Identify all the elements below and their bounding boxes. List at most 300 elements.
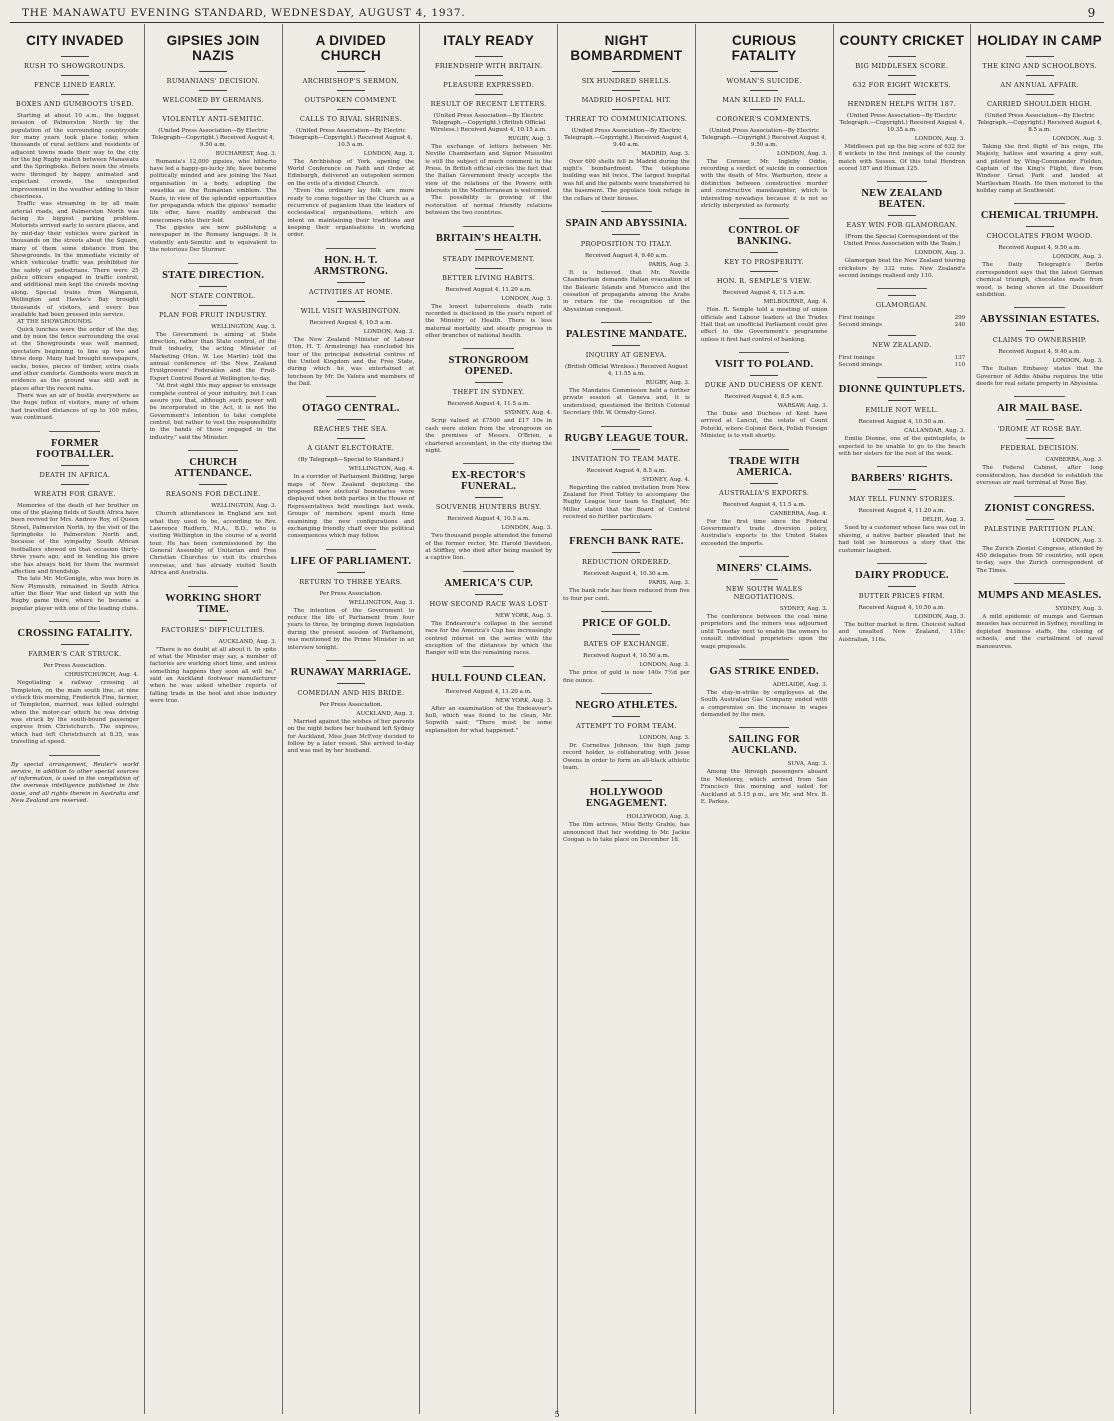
article-divider	[601, 611, 652, 612]
score-label: Second innings	[838, 361, 882, 368]
article-divider	[326, 248, 377, 249]
article-working-short-time	[150, 593, 277, 706]
dateline: LONDON, Aug. 3.	[1052, 537, 1103, 544]
headline: DAIRY PRODUCE.	[855, 569, 949, 581]
article-divider	[601, 426, 652, 427]
credit-line: (United Press Association—By Electric Telegraph.—Copyright.) Received August 4, 9.40 a.m.	[564, 127, 689, 148]
subheading: WREATH FOR GRAVE.	[11, 484, 139, 498]
article-french-bank-rate	[563, 536, 690, 603]
credit-line: Received August 4, 9.50 a.m.	[998, 245, 1082, 252]
article-paragraph: Taking the first flight of his reign, His Majesty, hatless and wearing a grey suit, and piloted by Wing-Commander Fielden, Captain of the King's Flight, flew from Windsor Great Park and landed at Martlesham Heath. He then motored to the holiday camp at Southwold.	[976, 143, 1103, 195]
article-divider	[463, 226, 514, 227]
subheading: CORONER'S COMMENTS.	[701, 109, 828, 123]
dateline: LONDON, Aug. 3.	[363, 150, 415, 157]
headline: NIGHT BOMBARDMENT	[570, 33, 683, 63]
headline: NEW ZEALAND BEATEN.	[861, 188, 943, 211]
dateline: LONDON, Aug. 3.	[777, 150, 828, 157]
subheading: BIG MIDDLESEX SCORE.	[839, 56, 966, 70]
subheading: FENCE LINED EARLY.	[11, 75, 139, 89]
column-8	[970, 24, 1108, 1414]
dateline: SYDNEY, Aug. 4.	[642, 476, 690, 483]
score-row	[839, 355, 966, 362]
subheading: ATTEMPT TO FORM TEAM.	[563, 716, 690, 730]
article-divider	[877, 377, 928, 378]
headline: FORMER FOOTBALLER.	[35, 437, 114, 460]
credit-line: Received August 4, 11.20 a.m.	[445, 286, 532, 293]
article-mumps-and-measles	[976, 590, 1103, 651]
article-divider	[463, 463, 514, 464]
credit-line: Received August 4, 10.30 a.m.	[583, 571, 670, 578]
score-row	[839, 362, 966, 369]
article-paragraph: Regarding the cabled invitation from New Zealand for Fred Tottey to accompany the Rugby League tour team to England, Mr. Miller stated that the Board of Control received no further particulars.	[563, 484, 690, 521]
subheading: THREAT TO COMMUNICATIONS.	[563, 109, 690, 123]
headline: AIR MAIL BASE.	[996, 403, 1083, 415]
article-paragraph: The Mandates Commission held a further private session at Geneva and, it is understood, questioned the British Colonial Secretary (Mr. W. Ormsby-Gore).	[563, 388, 690, 417]
headline: A DIVIDED CHURCH	[315, 33, 387, 63]
article-former-footballer	[11, 438, 139, 614]
article-paragraph: The lowest tuberculosis death rate recorded is disclosed in the year's report of the Ministry of Health. There is less maternal mortality and steady progress in other branches of national health.	[425, 303, 552, 340]
dateline: CANBERRA, Aug. 3.	[1045, 457, 1103, 464]
subheading: A GIANT ELECTORATE.	[288, 438, 415, 452]
subheading: RUMANIANS' DECISION.	[150, 71, 277, 85]
score-value: 299	[954, 315, 966, 322]
article-hon-h-t-armstrong	[288, 255, 415, 389]
subheading: AN ANNUAL AFFAIR.	[976, 75, 1103, 89]
article-holiday-in-camp	[976, 34, 1103, 195]
dateline: MELBOURNE, Aug. 4.	[763, 299, 828, 306]
credit-line: Per Press Association.	[319, 701, 383, 708]
subheading: HOW SECOND RACE WAS LOST	[425, 594, 552, 608]
article-a-divided-church	[288, 34, 415, 240]
article-paragraph: Quick lunches were the order of the day, and by noon the fence surrounding the oval at the Showgrounds was well manned, spectators beginning to line up two and three deep. Many had brought newspapers, sacks, boxes, pieces of timber, extra coats and other comforts. Gumboots were much in evidence as the ground was still soft in places after the recent rains.	[11, 326, 139, 392]
dateline: LONDON, Aug. 3.	[1052, 254, 1103, 261]
article-paragraph: Middlesex put up the big score of 632 for 8 wickets in the first innings of the county match with Sussex. Of this total Hendren scored 187 and Human 125.	[838, 143, 966, 172]
dateline: LONDON, Aug. 3.	[639, 734, 690, 741]
article-paragraph: "Even the ordinary lay folk are more ready to come together in the Church as a recurrence of paganism than the leaders of ecclesiastical organisations, which are intent on maintaining their traditions and keeping their organisations in working order.	[287, 188, 415, 239]
article-divider	[49, 621, 100, 622]
dateline: AUCKLAND, Aug. 3.	[218, 638, 277, 645]
credit-line: Received August 4, 11.20 a.m.	[858, 508, 946, 515]
subheading: HON. R. SEMPLE'S VIEW.	[701, 271, 828, 285]
headline: CONTROL OF BANKING.	[728, 225, 800, 248]
headline: HON. H. T. ARMSTRONG.	[313, 254, 388, 277]
dateline: DELHI, Aug. 3.	[922, 517, 966, 524]
article-paragraph: The gipsies are now publishing a newspaper in the Romany language. It is violently anti-Semitic and is equivalent to the notorious Der Sturmer.	[149, 225, 277, 254]
subheading: INVITATION TO TEAM MATE.	[563, 449, 690, 463]
article-divider	[463, 666, 514, 667]
article-paragraph: The Daily Telegraph's Berlin correspondent says that the latest German chemical triumph, chocolates made from wood, is being shown at the Dusseldorf exhibition.	[976, 262, 1103, 298]
subheading: PLEASURE EXPRESSED.	[425, 75, 552, 89]
subheading: MAY TELL FUNNY STORIES.	[839, 489, 966, 503]
article-paragraph: "There is no doubt at all about it. In spite of what the Minister may say, a number of factories are working short time, and unless something happens they soon all will be," said an Auckland footwear manufacturer when he was asked whether reports of falling trade in the boot and shoe industry were true.	[149, 646, 277, 705]
score-table-title: NEW ZEALAND.	[839, 335, 966, 350]
article-divider	[463, 348, 514, 349]
article-divider	[49, 755, 100, 756]
credit-line: (By Telegraph—Special to Standard.)	[298, 457, 404, 464]
article-chemical-triumph	[976, 210, 1103, 299]
article-miners-claims	[701, 563, 828, 651]
article-paragraph: Starting at about 10 a.m., the biggest invasion of Palmerston North by the population of the surrounding countryside for many years took place today, when thousands of rural settlers and residents of adjacent towns made their way to the city for the big Rugby match between Manawatu and the Springboks. Before noon the streets were thronged by happy, animated and expectant crowds, the unexpected improvement in the weather adding to their cheeriness.	[11, 112, 139, 200]
subheading: REDUCTION ORDERED.	[563, 552, 690, 566]
subheading: EMILIE NOT WELL.	[839, 400, 966, 414]
article-block	[11, 762, 139, 806]
column-1	[6, 24, 144, 1414]
article-paragraph: Two thousand people attended the funeral of the former rector, Mr. Harold Davidson, at Stiffkey, who died after being mauled by a captive lion.	[425, 533, 552, 562]
article-paragraph: Traffic was streaming in by all main arterial roads, and Palmerston North was facing its biggest parking problem. Motorists arrived early to secure places, and by mid-day their vehicles were parked in thousands on the streets about the Square, many of them some distance from the Showgrounds. In the immediate vicinity of which vehicular traffic was prohibited for the safety of pedestrians. There were 25 police officers engaged in traffic control, and additional men kept the crowds moving along. Special trains from Wanganui, Wellington and Hawke's Bay brought thousands of visitors, and every bus available had been pressed into service.	[11, 201, 139, 318]
article-paragraph: Among the through passengers aboard the Monterey, which arrived from San Francisco this morning and sailed for Auckland at 5.15 p.m., are Mr. and Mrs. B. E. Parkes.	[700, 769, 828, 805]
headline: CURIOUS FATALITY	[731, 33, 797, 63]
score-value: 110	[954, 361, 966, 368]
subheading: MAN KILLED IN FALL.	[701, 90, 828, 104]
dateline: HOLLYWOOD, Aug. 3.	[626, 814, 690, 821]
article-zionist-congress	[976, 503, 1103, 576]
subheading: THE KING AND SCHOOLBOYS.	[976, 56, 1103, 70]
article-divider	[1014, 307, 1065, 308]
score-row	[839, 322, 966, 329]
article-church-attendance	[150, 457, 277, 577]
subheading: KEY TO PROSPERITY.	[701, 252, 828, 266]
article-paragraph: Over 600 shells fell in Madrid during the night's bombardment. The telephone building was hit twice. The largest hospital was hit and the patients were transferred to the basement. The populace took refuge in the cellars of their houses.	[563, 158, 690, 202]
article-paragraph: The Duke and Duchess of Kent have arrived at Lancut, the estate of Count Potocki, where Colonel Beck, Polish Foreign Minister, is to visit shortly.	[700, 411, 828, 440]
credit-line: (United Press Association—By Electric Telegraph—Copyright.) Received August 4, 10.5 a.m.	[289, 127, 413, 148]
article-divider	[877, 288, 928, 289]
article-hull-found-clean	[425, 673, 552, 735]
article-divider	[601, 322, 652, 323]
column-6	[695, 24, 833, 1414]
score-value: 137	[954, 354, 966, 361]
article-paragraph: Glamorgan beat the New Zealand touring cricketers by 332 runs. New Zealand's second innings realised only 110.	[838, 258, 966, 280]
article-america-s-cup	[425, 578, 552, 658]
article-paragraph: The Archbishop of York, opening the World Conference on Faith and Order at Edinburgh, delivered an outspoken sermon on the evils of a divided Church.	[287, 158, 415, 187]
headline: STATE DIRECTION.	[162, 269, 265, 281]
credit-line: Received August 4, 11.5 a.m.	[447, 401, 531, 408]
article-paragraph: The price of gold is now 140s 7½d per fine ounce.	[563, 670, 690, 684]
article-divider	[326, 396, 377, 397]
subheading: FEDERAL DECISION.	[976, 438, 1103, 452]
article-divider	[463, 571, 514, 572]
article-paragraph: The Endeavour's collapse in the second race for the America's Cup has increasingly centred interest on the series with the exception of the distances by which the Ranger will win the remaining races.	[425, 620, 552, 657]
article-paragraph: Married against the wishes of her parents on the night before her husband left Sydney for Auckland, Miss Joan McEvoy decided to follow by a later vessel. She arrived to-day and was met by her husband.	[287, 718, 415, 755]
subheading: RUSH TO SHOWGROUNDS.	[11, 56, 139, 70]
article-divider	[739, 218, 790, 219]
article-paragraph: It is believed that Mr. Neville Chamberlain demands Italian evacuation of the Balearic Islands and Morocco and the cessation of propaganda among the Arabs in return for the recognition of the Abyssinian conquest.	[563, 269, 690, 313]
article-paragraph: The butter market is firm. Choicest salted and unsalted New Zealand, 118s; Australian, 116s.	[838, 621, 966, 643]
article-divider	[1014, 396, 1065, 397]
article-paragraph: After an examination of the Endeavour's hull, which was found to be clean, Mr. Sopwith said: "There must be some explanation for what happened."	[425, 705, 552, 734]
headline: BARBERS' RIGHTS.	[850, 473, 953, 485]
article-price-of-gold	[563, 618, 690, 685]
article-paragraph: For the first time since the Federal Government's trade diversion policy, Australia's exports to the United States exceeded the imports.	[700, 518, 828, 547]
headline: HULL FOUND CLEAN.	[431, 672, 546, 684]
article-paragraph: A mild epidemic of mumps and German measles has occurred in Sydney, resulting in depleted business staffs, the closing of schools, and the curtailment of naval manoeuvres.	[976, 614, 1103, 650]
subheading: MADRID HOSPITAL HIT.	[563, 90, 690, 104]
article-paragraph: AT THE SHOWGROUNDS.	[17, 319, 93, 326]
score-label: First innings	[838, 315, 875, 322]
article-runaway-marriage	[288, 667, 415, 756]
article-paragraph: The stay-in-strike by employees at the South Australian Gas Company ended with a compromise on the increase in wages demanded by the men.	[700, 689, 828, 719]
article-divider	[188, 450, 239, 451]
subheading: OUTSPOKEN COMMENT.	[288, 90, 415, 104]
headline: ABYSSINIAN ESTATES.	[979, 314, 1100, 326]
headline: NEGRO ATHLETES.	[575, 699, 678, 711]
dateline: NEW YORK, Aug. 3.	[495, 697, 552, 704]
credit-line: Received August 4, 11.5 a.m.	[722, 501, 806, 508]
subheading: RATES OF EXCHANGE.	[563, 634, 690, 648]
headline: SPAIN AND ABYSSINIA.	[565, 217, 688, 229]
article-city-invaded	[11, 34, 139, 423]
dateline: RUGBY, Aug. 3.	[507, 135, 552, 142]
article-dairy-produce	[839, 570, 966, 644]
dateline: SYDNEY, Aug. 3.	[779, 606, 828, 613]
article-paragraph: There was an air of bustle everywhere as the huge influx of visitors, many of whom had travelled distances of up to 100 miles, was continued.	[11, 393, 139, 422]
headline: CHURCH ATTENDANCE.	[174, 457, 252, 480]
article-abyssinian-estates	[976, 314, 1103, 388]
article-paragraph: Church attendances in England are not what they used to be, according to Rev. Lawrence Redfern, M.A., B.D., who is visiting Wellington in the course of a world tour. He has been commissioned by the General Assembly of Unitarian and Free Christian Churches to visit its churches overseas, and has already visited South Africa and Australia.	[149, 511, 277, 577]
article-new-zealand-beaten	[839, 188, 966, 280]
article-paragraph: Emilie Dionne, one of the quintuplets, is expected to be unable to go to the beach with her sisters for the rest of the week.	[838, 436, 966, 458]
article-paragraph: The bank rate has been reduced from five to four per cent.	[563, 588, 690, 602]
dateline: SUVA, Aug. 3.	[787, 761, 828, 768]
masthead-title: THE MANAWATU EVENING STANDARD, WEDNESDAY, AUGUST 4, 1937.	[22, 7, 466, 19]
dateline: LONDON, Aug. 3.	[639, 662, 690, 669]
subheading: ARCHBISHOP'S SERMON.	[288, 71, 415, 85]
credit-line: Received August 4, 9.40 a.m.	[998, 349, 1082, 356]
subheading: WILL VISIT WASHINGTON.	[288, 301, 415, 315]
article-paragraph: The Italian Embassy states that the Governor of Addis Ababa requires the title deeds for real estate property in Abyssinia.	[976, 366, 1103, 388]
article-divider	[49, 431, 100, 432]
headline: PALESTINE MANDATE.	[565, 329, 687, 341]
score-label: First innings	[838, 354, 875, 361]
dateline: ADELAIDE, Aug. 3.	[772, 681, 828, 688]
headline: CHEMICAL TRIUMPH.	[980, 210, 1099, 222]
headline: DIONNE QUINTUPLETS.	[838, 384, 966, 396]
headline: TRADE WITH AMERICA.	[728, 455, 800, 478]
article-paragraph: Rumania's 12,000 gipsies, who hitherto have led a happy-go-lucky life, have become politically minded and are joining the Nazi organisation in a body, adopting the swastika as the Rumanian emblem. The Nazis, in view of the splendid opportunities for propaganda which the gipsies' nomadic life offer, have readily embraced the newcomers into their fold.	[149, 158, 277, 224]
subheading: RESULT OF RECENT LETTERS.	[425, 94, 552, 108]
headline: WORKING SHORT TIME.	[165, 592, 262, 615]
column-4	[419, 24, 557, 1414]
headline: ITALY READY	[443, 33, 535, 48]
article-air-mail-base	[976, 403, 1103, 487]
subheading: HENDREN HELPS WITH 187.	[839, 94, 966, 108]
article-divider	[739, 727, 790, 728]
article-divider	[877, 181, 928, 182]
article-paragraph: The Government is aiming at State direction, rather than State control, of the fruit industry, the acting Minister of Marketing (Hon. W. Lee Martin) told the annual conference of the New Zealand Fruitgrowers' Federation and the Fruit-Export Control Board at Wellington to-day.	[149, 331, 277, 382]
article-divider	[1014, 583, 1065, 584]
page-footer-mark: 5	[554, 1410, 560, 1419]
dateline: LONDON, Aug. 3.	[914, 250, 966, 257]
dateline: CHRISTCHURCH, Aug. 4.	[64, 672, 139, 679]
headline: HOLLYWOOD ENGAGEMENT.	[585, 787, 667, 810]
article-visit-to-poland	[701, 359, 828, 440]
article-rugby-league-tour	[563, 433, 690, 522]
dateline: RUGBY, Aug. 3.	[645, 380, 690, 387]
dateline: BUCHAREST, Aug. 3.	[215, 150, 277, 157]
article-divider	[739, 449, 790, 450]
credit-line: Received August 4, 11.5 a.m.	[722, 290, 806, 297]
subheading: 'DROME AT ROSE BAY.	[976, 419, 1103, 433]
headline: MUMPS AND MEASLES.	[977, 590, 1102, 602]
article-hollywood-engagement	[563, 787, 690, 844]
credit-line: (United Press Association—By Electric Telegraph.—Copyright.) (British Official Wireless.) Received August 4, 10.15 a.m.	[430, 112, 547, 133]
article-paragraph: Sued by a customer whose face was cut in shaving, a native barber pleaded that he had told so humorous a story that the customer laughed.	[838, 525, 966, 554]
article-divider	[1014, 496, 1065, 497]
headline: RUNAWAY MARRIAGE.	[290, 666, 412, 678]
article-dionne-quintuplets	[839, 384, 966, 458]
headline: AMERICA'S CUP.	[444, 577, 533, 589]
headline: LIFE OF PARLIAMENT.	[290, 555, 412, 567]
headline: VISIT TO POLAND.	[714, 359, 814, 371]
article-paragraph: The late Mr. McGonigle, who was born in New Plymouth, remained in South Africa after the Boer War and linked up with the Rugby game there, where he became a popular player with one of the leading clubs.	[11, 576, 139, 612]
credit-line: (From the Special Correspondent of the United Press Association with the Team.)	[843, 234, 961, 248]
credit-line: Received August 4, 10.50 a.m.	[858, 419, 946, 426]
headline: FRENCH BANK RATE.	[569, 536, 684, 548]
article-divider	[877, 563, 928, 564]
article-paragraph: The possibility is growing of the restoration of normal friendly relations between the two countries.	[425, 195, 552, 217]
credit-line: Per Press Association.	[319, 590, 383, 597]
article-divider	[601, 780, 652, 781]
article-britain-s-health	[425, 233, 552, 341]
article-paragraph: The film actress, Miss Betty Grable, has announced that her wedding to Mr. Jackie Coogan is to take place on December 18.	[563, 822, 690, 844]
article-paragraph: The Coroner, Mr. Ingleby Oddie, recording a verdict of suicide in connection with the death of Mrs. Warburton, drew a distinction between constructive murder and constructive manslaughter, which is interesting nowadays because it is not so strictly interpreted as formerly.	[700, 158, 828, 209]
article-gas-strike-ended	[701, 666, 828, 720]
dateline: WELLINGTON, Aug. 3.	[211, 503, 277, 510]
article-divider	[739, 659, 790, 660]
subheading: SOUVENIR HUNTERS BUSY.	[425, 497, 552, 511]
dateline: WELLINGTON, Aug. 3.	[348, 599, 415, 606]
article-paragraph: The exchange of letters between Mr. Neville Chamberlain and Signor Mussolini is still the subject of much comment in the Press. In British official circles the fact that the Italian Government freely accepts the view of the relations of the Powers with interests in the Mediterranean is welcomed.	[425, 143, 552, 195]
subheading: 632 FOR EIGHT WICKETS.	[839, 75, 966, 89]
article-trade-with-america	[701, 456, 828, 548]
subheading: WELCOMED BY GERMANS.	[150, 90, 277, 104]
dateline: LONDON, Aug. 3.	[501, 295, 552, 302]
article-control-of-banking	[701, 225, 828, 344]
article-paragraph: The New Zealand Minister of Labour (Hon. H. T. Armstrong) has concluded his tour of the principal industrial centres of the United Kingdom and the Free State, during which he was entertained at luncheon by Mr. De Valera and members of the Dail.	[287, 336, 415, 387]
column-2	[144, 24, 282, 1414]
article-divider	[326, 660, 377, 661]
subheading: CALLS TO RIVAL SHRINES.	[288, 109, 415, 123]
dateline: MADRID, Aug. 3.	[641, 150, 690, 157]
dateline: CANBERRA, Aug. 4.	[769, 510, 828, 517]
credit-line: Received August 4, 10.5 a.m.	[309, 319, 393, 326]
article-divider	[601, 529, 652, 530]
dateline: PARIS, Aug. 3.	[648, 261, 690, 268]
page-number: 9	[1087, 6, 1096, 20]
credit-line: (United Press Association—By Electric Telegraph—Copyright.) Received August 4, 9.50 a.m.	[151, 127, 275, 148]
headline: CITY INVADED	[26, 33, 124, 48]
headline: MINERS' CLAIMS.	[716, 563, 812, 575]
credit-line: (British Official Wireless.) Received August 4, 11.55 a.m.	[565, 364, 688, 378]
dateline: WELLINGTON, Aug. 3.	[211, 323, 277, 330]
subheading: WOMAN'S SUICIDE.	[701, 71, 828, 85]
subheading: BUTTER PRICES FIRM.	[839, 586, 966, 600]
article-paragraph: Dr. Cornelius Johnson, the high jump record holder, is collaborating with Jesse Owens in order to form an all-black athletic team.	[563, 742, 690, 772]
masthead	[0, 0, 1114, 22]
subheading: DEATH IN AFRICA.	[11, 465, 139, 479]
credit-line: Received August 4, 8.5 a.m.	[586, 467, 667, 474]
article-barbers-rights	[839, 473, 966, 554]
article-divider	[739, 352, 790, 353]
subheading: NEW SOUTH WALES NEGOTIATIONS.	[701, 579, 828, 601]
article-paragraph: The conference between the coal mine proprietors and the miners was adjourned until Tuesday next to enable the owners to consult individual proprietors upon the wage proposals.	[700, 614, 828, 650]
score-row	[839, 315, 966, 322]
column-5	[557, 24, 695, 1414]
subheading: FRIENDSHIP WITH BRITAIN.	[425, 56, 552, 70]
dateline: AUCKLAND, Aug. 3.	[356, 710, 415, 717]
article-gipsies-join-nazis	[150, 34, 277, 255]
dateline: CALLANDAR, Aug. 3.	[904, 428, 966, 435]
column-7	[833, 24, 971, 1414]
subheading: EASY WIN FOR GLAMORGAN.	[839, 215, 966, 229]
credit-line: Received August 4, 11.20 a.m.	[445, 688, 532, 695]
article-state-direction	[150, 270, 277, 443]
credit-line: Received August 4, 9.40 a.m.	[584, 252, 668, 259]
credit-line: (United Press Association—By Electric Telegraph.—Copyright.) Received August 4, 10.35 a.m.	[839, 112, 965, 133]
credit-line: Received August 4, 10.5 a.m.	[447, 516, 531, 523]
dateline: LONDON, Aug. 3.	[914, 135, 966, 142]
article-paragraph: Memories of the death of her brother on one of the playing fields of South Africa have been revived for Mrs. Andrew Roy, of Queen Street, Palmerston North, by the visit of the Springboks to Palmerston North and, because of the sympathy South African footballers showed on that occasion thirty-three years ago, and in tending his grave she has always held for them the warmest affection and friendship.	[11, 502, 139, 575]
subheading: DUKE AND DUCHESS OF KENT.	[701, 375, 828, 389]
dateline: WARSAW, Aug. 3.	[777, 403, 828, 410]
masthead-rule	[10, 22, 1104, 23]
article-divider	[601, 211, 652, 212]
article-paragraph: Hon. R. Semple told a meeting of union officials and Labour leaders at the Trades Hall that an unofficial Parliament could give effect to the Government's programme unless it first had control of banking.	[700, 307, 828, 343]
editorial-note: By special arrangement, Reuter's world service, in addition to other special sources of information, is used in the compilation of the overseas intelligence published in this issue, and all rights therein in Australia and New Zealand are reserved.	[11, 761, 139, 804]
score-table-title: GLAMORGAN.	[839, 295, 966, 310]
headline: BRITAIN'S HEALTH.	[435, 232, 542, 244]
article-life-of-parliament	[288, 556, 415, 652]
article-strongroom-opened	[425, 355, 552, 455]
subheading: BOXES AND GUMBOOTS USED.	[11, 94, 139, 108]
headline: OTAGO CENTRAL.	[302, 403, 400, 415]
article-paragraph: Scrip valued at £7500 and £17 10s in cash were stolen from the strongroom on the premises of Messrs. O'Brien, a chartered accountant, in the city during the night.	[425, 418, 552, 454]
subheading: BETTER LIVING HABITS.	[425, 268, 552, 282]
article-divider	[188, 586, 239, 587]
headline: RUGBY LEAGUE TOUR.	[564, 432, 689, 444]
article-ex-rector-s-funeral	[425, 470, 552, 562]
credit-line: (United Press Association—By Electric Telegraph.—Copyright.) Received August 4, 8.5 a.m.	[977, 112, 1102, 133]
subheading: REASONS FOR DECLINE.	[150, 484, 277, 498]
subheading: SIX HUNDRED SHELLS.	[563, 71, 690, 85]
article-spain-and-abyssinia	[563, 218, 690, 314]
article-sailing-for-auckland	[701, 734, 828, 806]
credit-line: Received August 4, 10.50 a.m.	[583, 653, 670, 660]
article-night-bombardment	[563, 34, 690, 203]
headline: COUNTY CRICKET	[839, 33, 965, 48]
article-paragraph: The Federal Cabinet, after long consideration, has decided to establish the overseas air mail terminal at Rose Bay.	[976, 465, 1103, 487]
dateline: PARIS, Aug. 3.	[648, 580, 690, 587]
article-paragraph: In a corridor of Parliament Building, large maps of New Zealand depicting the proposed new electoral boundaries were displayed when both parties in the House of Representatives held meetings last week. Groups of members spent much time examining the new configurations and exchanging friendly chaff over the political consequences which may follow.	[287, 474, 415, 540]
dateline: LONDON, Aug. 3.	[501, 525, 552, 532]
headline: EX-RECTOR'S FUNERAL.	[451, 470, 526, 493]
headline: HOLIDAY IN CAMP	[977, 33, 1102, 48]
article-negro-athletes	[563, 700, 690, 773]
article-paragraph: The intention of the Government to reduce the life of Parliament from four years to three, by bringing down legislation during the present session of Parliament, was mentioned by the Prime Minister in an interview tonight.	[287, 607, 415, 651]
subheading: PLAN FOR FRUIT INDUSTRY.	[150, 305, 277, 319]
dateline: NEW YORK, Aug. 3.	[495, 612, 552, 619]
article-paragraph: "At first sight this may appear to envisage complete control of your industry, but I can assure you that, although such power will be incorporated in the Act, it is not the Government's intention to take complete control, but rather to vest the responsibility in the hands of those engaged in the industry," said the Minister.	[149, 383, 277, 441]
article-palestine-mandate	[563, 329, 690, 417]
subheading: REACHES THE SEA.	[288, 419, 415, 433]
subheading: FARMER'S CAR STRUCK.	[11, 644, 139, 658]
credit-line: (United Press Association—By Electric Telegraph.—Copyright.) Received August 4, 9.50 a.m.	[701, 127, 827, 148]
article-paragraph: Negotiating a railway crossing at Templeton, on the main south line, at nine o'clock this morning, Frederick Fine, farmer, of Templeton, married, was killed outright when the motor-car which he was driving was struck by the south-bound passenger express from Christchurch. The express, which had left Christchurch at 8.35, was travelling at speed.	[11, 680, 139, 746]
article-curious-fatality	[701, 34, 828, 210]
article-county-cricket	[839, 34, 966, 173]
dateline: LONDON, Aug. 3.	[1052, 135, 1103, 142]
subheading: CLAIMS TO OWNERSHIP.	[976, 330, 1103, 344]
subheading: CHOCOLATES FROM WOOD.	[976, 226, 1103, 240]
